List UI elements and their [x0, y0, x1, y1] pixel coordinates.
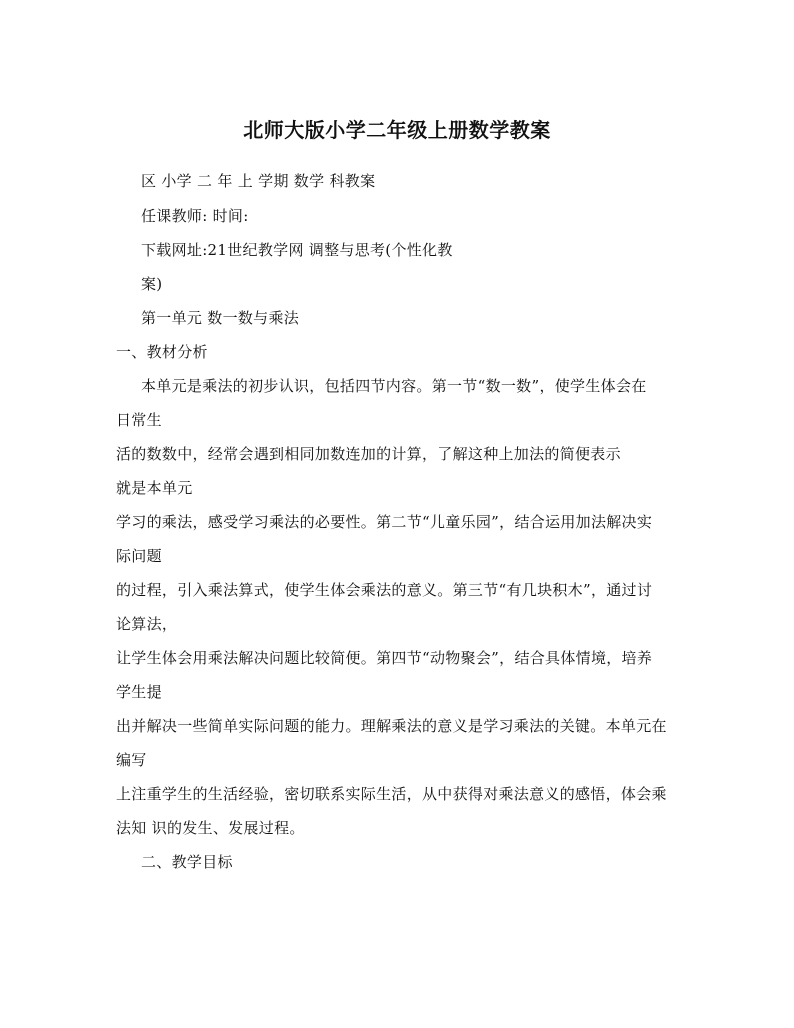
paragraph-line: 让学生体会用乘法解决问题比较简便。第四节“动物聚会”，结合具体情境，培养: [116, 649, 653, 667]
header-line-teacher: 任课教师: 时间:: [141, 207, 249, 225]
paragraph-line: 本单元是乘法的初步认识，包括四节内容。第一节“数一数”，使学生体会在: [141, 377, 647, 395]
paragraph-line: 编写: [116, 751, 147, 769]
unit-title: 第一单元 数一数与乘法: [141, 309, 300, 327]
paragraph-line: 出并解决一些简单实际问题的能力。理解乘法的意义是学习乘法的关键。本单元在: [116, 717, 667, 735]
header-line-download-cont: 案): [141, 275, 163, 293]
header-line-school: 区 小学 二 年 上 学期 数学 科教案: [141, 172, 376, 190]
paragraph-line: 日常生: [116, 411, 162, 429]
document-title: 北师大版小学二年级上册数学教案: [243, 118, 551, 142]
paragraph-line: 法知 识的发生、发展过程。: [116, 819, 305, 837]
paragraph-line: 的过程，引入乘法算式，使学生体会乘法的意义。第三节“有几块积木”，通过讨: [116, 581, 653, 599]
paragraph-line: 学生提: [116, 683, 162, 701]
paragraph-line: 际问题: [116, 547, 162, 565]
section-heading-goals: 二、教学目标: [141, 853, 233, 871]
paragraph-line: 就是本单元: [116, 479, 193, 497]
header-line-download: 下载网址:21世纪教学网 调整与思考(个性化教: [141, 241, 453, 259]
paragraph-line: 论算法，: [116, 615, 178, 633]
paragraph-line: 上注重学生的生活经验，密切联系实际生活，从中获得对乘法意义的感悟，体会乘: [116, 785, 667, 803]
paragraph-line: 学习的乘法，感受学习乘法的必要性。第二节“儿童乐园”，结合运用加法解决实: [116, 513, 653, 531]
section-heading-analysis: 一、教材分析: [116, 343, 208, 361]
paragraph-line: 活的数数中，经常会遇到相同加数连加的计算，了解这种上加法的简便表示: [116, 445, 621, 463]
